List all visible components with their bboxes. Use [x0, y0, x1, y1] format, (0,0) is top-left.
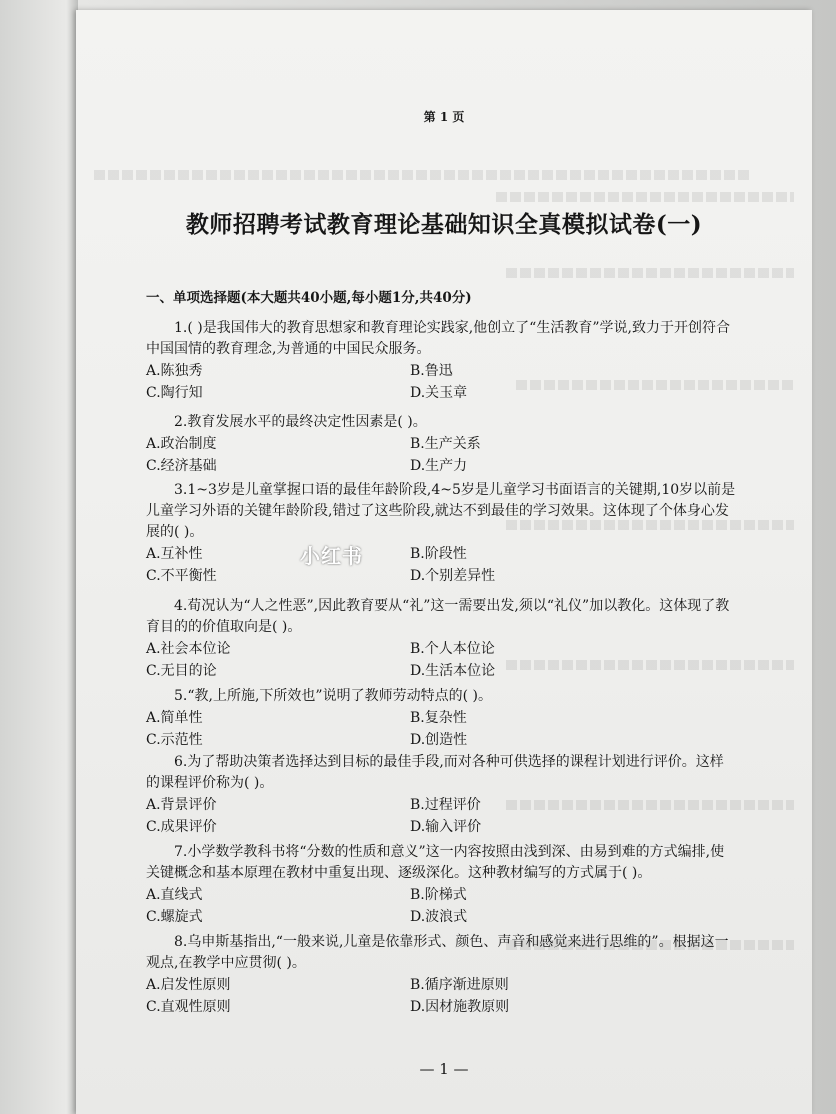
option-list	[146, 974, 736, 1018]
page-title: 教师招聘考试教育理论基础知识全真模拟试卷(一)	[185, 211, 703, 238]
option-d: D.输入评价	[410, 818, 482, 835]
option-c: C.陶行知	[146, 384, 203, 401]
option-list	[146, 433, 736, 477]
bleed-through-text	[496, 192, 794, 202]
option-c: C.不平衡性	[146, 567, 217, 584]
question-4	[146, 596, 736, 682]
underlying-page	[0, 0, 78, 1114]
question-text: 8.乌申斯基指出,“一般来说,儿童是依靠形式、颜色、声音和感觉来进行思维的”。根据这一观点,在教学中应贯彻( )。	[146, 934, 729, 971]
question-6	[146, 752, 736, 838]
option-d: D.波浪式	[410, 908, 468, 925]
question-2	[146, 412, 736, 477]
option-b: B.循序渐进原则	[410, 976, 509, 993]
page-header: 第 1 页	[423, 110, 465, 124]
option-a: A.简单性	[146, 709, 203, 726]
option-b: B.阶段性	[410, 545, 467, 562]
question-7	[146, 842, 736, 928]
option-a: A.社会本位论	[146, 640, 231, 657]
question-1	[146, 318, 736, 404]
option-b: B.过程评价	[410, 796, 481, 813]
option-a: A.直线式	[146, 886, 203, 903]
option-c: C.经济基础	[146, 457, 217, 474]
option-list	[146, 884, 736, 928]
option-c: C.示范性	[146, 731, 203, 748]
option-d: D.因材施教原则	[410, 998, 510, 1015]
option-list	[146, 707, 736, 751]
option-d: D.关玉章	[410, 384, 468, 401]
option-d: D.生活本位论	[410, 662, 496, 679]
option-a: A.启发性原则	[146, 976, 231, 993]
page-number: — 1 —	[419, 1060, 469, 1078]
option-a: A.政治制度	[146, 435, 217, 452]
question-text: 2.教育发展水平的最终决定性因素是( )。	[174, 414, 427, 430]
option-c: C.无目的论	[146, 662, 217, 679]
question-text: 1.( )是我国伟大的教育思想家和教育理论实践家,他创立了“生活教育”学说,致力于开创符合中国国情的教育理念,为普通的中国民众服务。	[146, 320, 730, 357]
watermark-logo: 小红书	[300, 544, 363, 568]
question-8	[146, 932, 736, 1018]
option-list	[146, 794, 736, 838]
option-b: B.阶梯式	[410, 886, 467, 903]
option-c: C.螺旋式	[146, 908, 203, 925]
option-c: C.直观性原则	[146, 998, 231, 1015]
question-5	[146, 686, 736, 751]
question-text: 5.“教,上所施,下所效也”说明了教师劳动特点的( )。	[174, 688, 492, 704]
option-a: A.陈独秀	[146, 362, 203, 379]
question-3	[146, 480, 736, 587]
option-b: B.鲁迅	[410, 362, 453, 379]
option-c: C.成果评价	[146, 818, 217, 835]
option-list	[146, 360, 736, 404]
option-list	[146, 543, 736, 587]
question-text: 7.小学数学教科书将“分数的性质和意义”这一内容按照由浅到深、由易到难的方式编排,使关键概念和基本原理在教材中重复出现、逐级深化。这种教材编写的方式属于( )。	[146, 844, 725, 881]
option-b: B.生产关系	[410, 435, 481, 452]
option-a: A.背景评价	[146, 796, 217, 813]
exam-paper-sheet	[76, 10, 812, 1114]
question-text: 4.荀况认为“人之性恶”,因此教育要从“礼”这一需要出发,须以“礼仪”加以教化。这体现了教育目的的价值取向是( )。	[146, 598, 730, 635]
section-heading: 一、单项选择题(本大题共40小题,每小题1分,共40分)	[146, 290, 472, 306]
option-list	[146, 638, 736, 682]
bleed-through-text	[506, 268, 794, 278]
option-b: B.个人本位论	[410, 640, 495, 657]
option-d: D.生产力	[410, 457, 468, 474]
question-text: 3.1~3岁是儿童掌握口语的最佳年龄阶段,4~5岁是儿童学习书面语言的关键期,10岁以前是儿童学习外语的关键年龄阶段,错过了这些阶段,就达不到最佳的学习效果。这体现了个体身心发展的( )。	[146, 482, 736, 540]
option-d: D.个别差异性	[410, 567, 496, 584]
question-text: 6.为了帮助决策者选择达到目标的最佳手段,而对各种可供选择的课程计划进行评价。这样的课程评价称为( )。	[146, 754, 724, 791]
bleed-through-text	[94, 170, 752, 180]
option-a: A.互补性	[146, 545, 203, 562]
option-d: D.创造性	[410, 731, 468, 748]
option-b: B.复杂性	[410, 709, 467, 726]
